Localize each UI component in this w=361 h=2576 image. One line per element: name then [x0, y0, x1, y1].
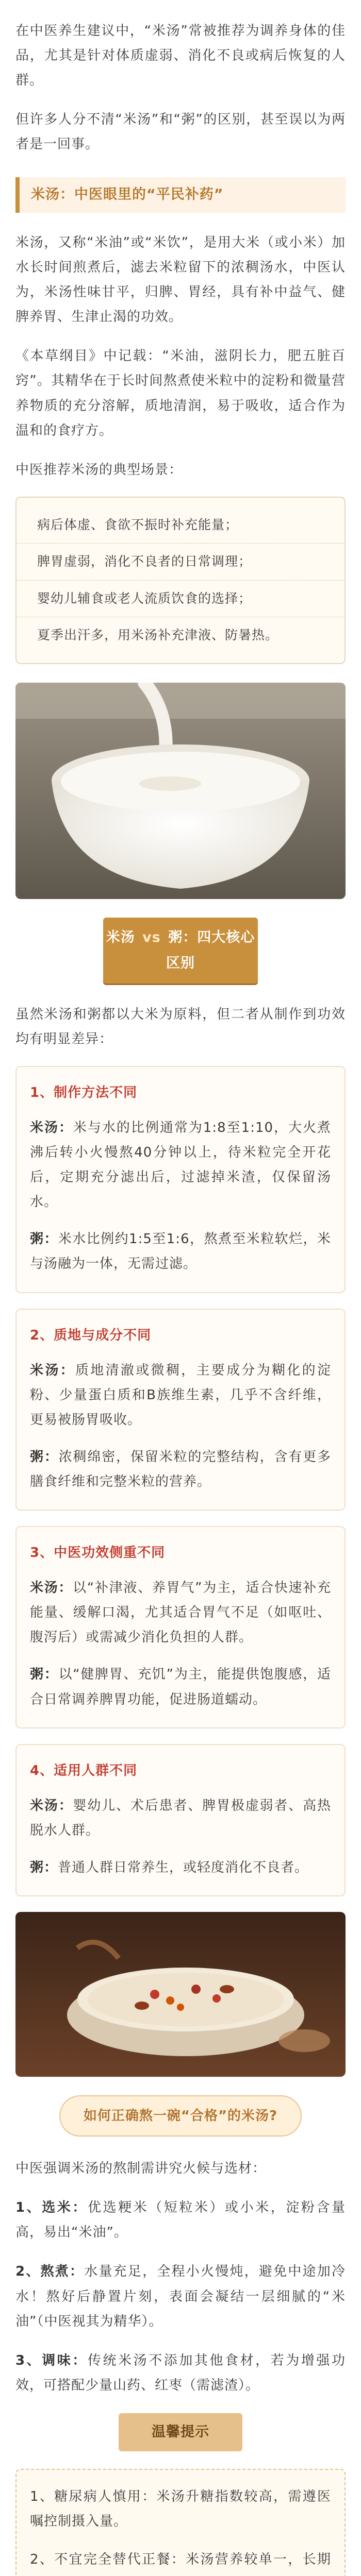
comparison-heading [103, 918, 258, 984]
porridge-bowl-photo [15, 1912, 346, 2077]
item-label: 粥： [30, 1667, 59, 1683]
comparison-section-title: 3、中医功效侧重不同 [30, 1545, 166, 1561]
item-text: 以“健脾胃、充饥”为主，能提供饱腹感，适合日常调养脾胃功能，促进肠道蠕动。 [30, 1667, 331, 1707]
item-label: 米汤： [30, 1798, 73, 1814]
item-text: 浓稠绵密，保留米粒的完整结构，含有更多膳食纤维和完整米粒的营养。 [30, 1449, 331, 1489]
comparison-section-title: 4、适用人群不同 [30, 1762, 138, 1778]
comparison-heading-vs: vs [142, 929, 161, 945]
comparison-section [15, 1066, 346, 1293]
mitang-para-1: 米汤，又称“米油”或“米饮”，是用大米（或小米）加水长时间煎煮后，滤去米粒留下的浓稠汤水，中医认为，米汤性味甘平，归脾、胃经，具有补中益气、健脾养胃、生津止渴的功效。 [15, 234, 346, 325]
tip-item: 1、糖尿病人慎用：米汤升糖指数较高，需遵医嘱控制摄入量。 [30, 2488, 331, 2529]
comparison-item [30, 1115, 331, 1214]
comparison-heading-right: 粥：四大核心区别 [166, 929, 255, 971]
comparison-section-title: 2、质地与成分不同 [30, 1327, 152, 1343]
step-label: 选米： [42, 2200, 88, 2216]
item-label: 粥： [30, 1859, 58, 1875]
step-number: 1、 [15, 2200, 42, 2216]
step-text: 水量充足，全程小火慢炖，避免中途加冷水！熬好后静置片刻，表面会凝结一层细腻的“米油”（中医视其为精华）。 [15, 2264, 346, 2329]
item-text: 质地清澈或微稠，主要成分为糊化的淀粉、少量蛋白质和B族维生素，几乎不含纤维，更易被肠胃吸收。 [30, 1362, 331, 1428]
comparison-item [30, 1358, 331, 1432]
item-label: 粥： [30, 1449, 59, 1465]
tips-heading: 温馨提示 [119, 2413, 242, 2451]
comparison-item [30, 1575, 331, 1650]
step-number: 2、 [15, 2264, 41, 2280]
item-text: 米与水的比例通常为1:8至1:10，大火煮沸后转小火慢熬40分钟以上，待米粒完全开花后，定期充分滤出后，过滤掉米渣，仅保留汤水。 [30, 1120, 331, 1210]
item-text: 普通人群日常养生，或轻度消化不良者。 [58, 1859, 309, 1875]
tip-item: 2、不宜完全替代正餐：米汤营养较单一，长期 [30, 2552, 331, 2567]
scene-item: 脾胃虚弱，消化不良者的日常调理； [17, 544, 344, 581]
howto-lead: 中医强调米汤的熬制需讲究火候与选材： [15, 2161, 267, 2177]
mitang-para-2: 《本草纲目》中记载：“米油，滋阴长力，肥五脏百窍”。其精华在于长时间熬煮使米粒中的淀粉和微量营养物质的充分溶解，质地清润，易于吸收，适合作为温和的食疗方。 [15, 348, 346, 438]
howto-step [15, 2348, 346, 2398]
howto-step [15, 2195, 346, 2245]
comparison-section [15, 1526, 346, 1728]
step-text: 传统米汤不添加其他食材，若为增强功效，可搭配少量山药、红枣（需滤渣）。 [15, 2352, 346, 2393]
scene-item: 病后体虚、食欲不振时补充能量； [17, 507, 344, 544]
scene-list [15, 497, 346, 664]
step-number: 3、 [15, 2352, 42, 2368]
item-label: 米汤： [30, 1120, 73, 1136]
mitang-para-3: 中医推荐米汤的典型场景： [15, 462, 183, 478]
intro-para-2: 但许多人分不清“米汤”和“粥”的区别，甚至误以为两者是一回事。 [15, 112, 346, 152]
comparison-section [15, 1744, 346, 1896]
item-label: 米汤： [30, 1362, 75, 1378]
comparison-section-title: 1、制作方法不同 [30, 1084, 138, 1100]
comparison-item [30, 1662, 331, 1711]
section-heading-mitang [15, 177, 346, 213]
comparison-item [30, 1227, 331, 1276]
scene-item: 夏季出汗多，用米汤补充津液、防暑热。 [37, 628, 279, 643]
comparison-item [30, 1855, 331, 1880]
intro-para-1: 在中医养生建议中，“米汤”常被推荐为调养身体的佳品，尤其是针对体质虚弱、消化不良或病后恢复的人群。 [15, 23, 346, 89]
scene-item: 婴幼儿辅食或老人流质饮食的选择； [17, 581, 344, 618]
howto-steps [15, 2195, 346, 2398]
comparison-section [15, 1309, 346, 1511]
section-heading-text: 中医眼里的“平民补药” [74, 187, 224, 203]
rice-water-photo [15, 683, 346, 899]
item-text: 婴幼儿、术后患者、脾胃极虚弱者、高热脱水人群。 [30, 1798, 331, 1838]
step-label: 熬煮： [40, 2264, 85, 2280]
howto-heading: 如何正确熬一碗“合格”的米汤? [59, 2095, 302, 2137]
item-text: 以“补津液、养胃气”为主，适合快速补充能量、缓解口渴，尤其适合胃气不足（如呕吐、腹泻后）或需减少消化负担的人群。 [30, 1580, 331, 1646]
comparison-heading-left: 米汤 [106, 929, 135, 945]
comparison-item [30, 1445, 331, 1494]
section-heading-prefix: 米汤： [31, 187, 74, 203]
howto-step [15, 2259, 346, 2333]
comparison-item [30, 1793, 331, 1843]
step-label: 调味： [42, 2352, 88, 2368]
item-label: 米汤： [30, 1580, 73, 1596]
item-label: 粥： [30, 1231, 58, 1247]
item-text: 米水比例约1:5至1:6，熬煮至米粒软烂，米与汤融为一体，无需过滤。 [30, 1231, 331, 1272]
step-text: 优选粳米（短粒米）或小米，淀粉含量高，易出“米油”。 [15, 2200, 346, 2241]
tips-box [15, 2469, 346, 2576]
comparison-lead: 虽然米汤和粥都以大米为原料，但二者从制作到功效均有明显差异： [15, 1006, 346, 1047]
